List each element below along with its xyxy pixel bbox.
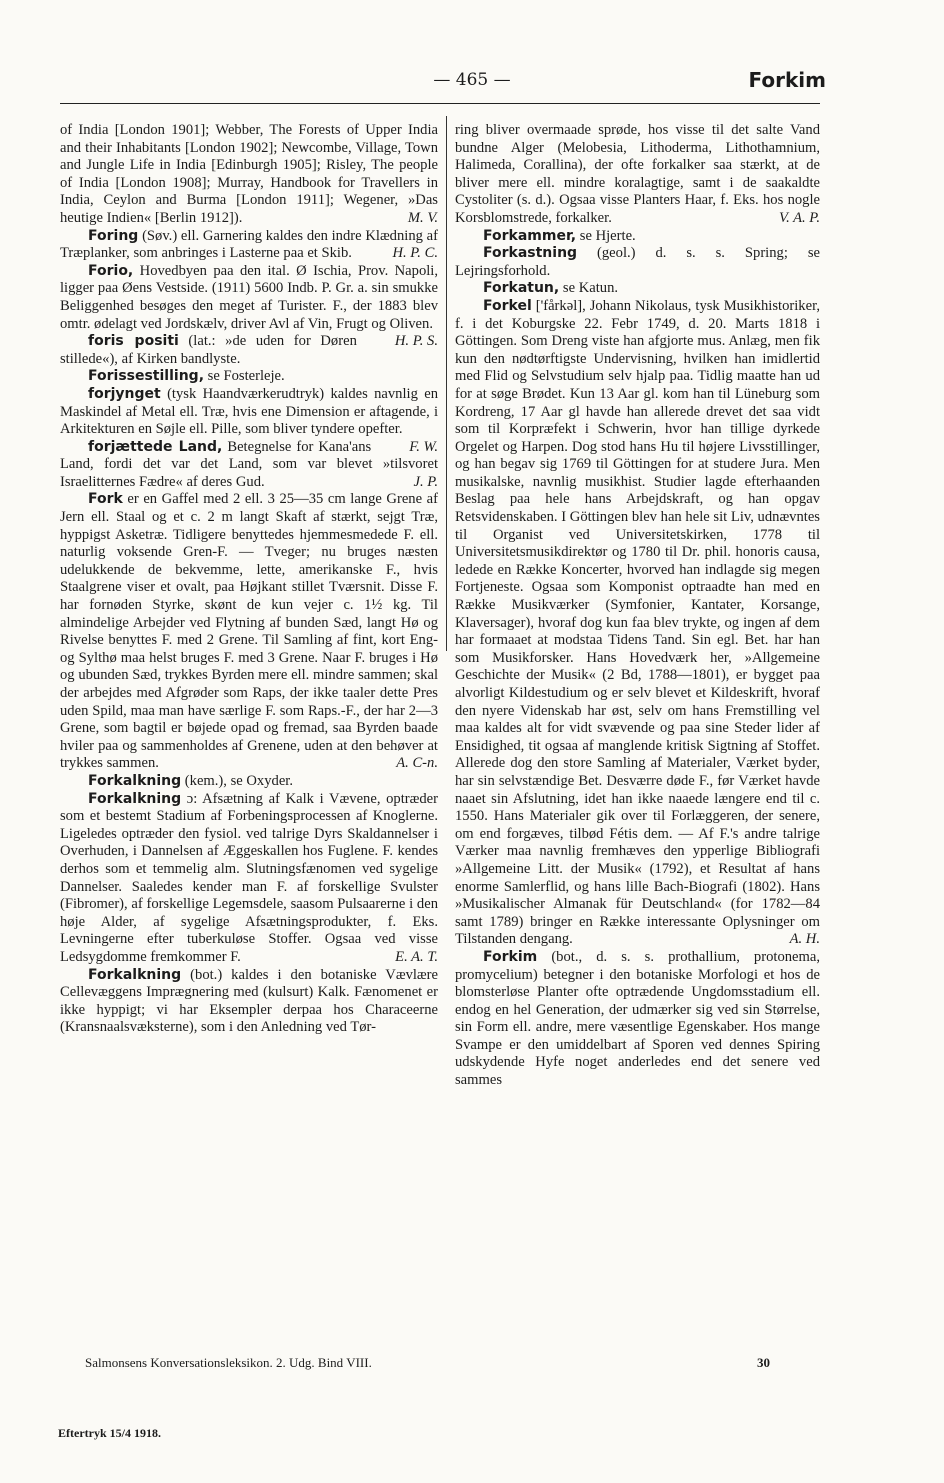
entry-headword: Forkalkning <box>88 772 182 789</box>
author-signature: J. P. <box>413 473 438 490</box>
entry-text: (bot.) kaldes i den botaniske Vævlære Cellevæggens Imprægnering med (kulsurt) Kalk. Fænomenet er ikke hyppigt; vi har Eksempler derpaa hos Characeerne (Kransnaalsvæksterne), som i den Anledning ved Tør- <box>60 966 438 1036</box>
entry-headword: Forkalkning <box>88 966 182 983</box>
author-signature: M. V. <box>407 209 438 226</box>
entry-headword: Foring <box>88 227 139 244</box>
entry-text: (lat.: »de uden for Døren stillede«), af Kirken bandlyste. <box>60 333 357 367</box>
entry-headword: Forkammer, <box>483 227 577 244</box>
entry-forkalkning-bot <box>60 967 438 1037</box>
column-divider <box>446 116 447 651</box>
entry-forkel <box>455 298 820 949</box>
entry-text: (Søv.) ell. Garnering kaldes den indre Klædning af Træplanker, som anbringes i Lasterne paa et Skib. <box>60 227 439 262</box>
entry-headword: Forio, <box>88 262 134 279</box>
entry-forkastning <box>455 245 820 280</box>
entry-text: se Hjerte. <box>579 227 636 244</box>
author-signature: H. P. C. <box>392 245 438 262</box>
entry-text: se Katun. <box>562 280 619 297</box>
entry-text: of India [London 1901]; Webber, The Forests of Upper India and their Inhabitants [London 1902]; Newcombe, Village, Town and Jungle Life in India [Edinburgh 1905]; Risley, The people of India [London 1908]; Murray, Handbook for Travellers in India, Ceylon and Burma [London 1911]; Wegener, »Das heutige Indien« [Berlin 1912]). <box>60 122 438 226</box>
entry-text: se Fosterleje. <box>207 368 285 385</box>
entry-headword: Forkalkning <box>88 790 182 807</box>
entry-text: ['fårkəl], Johann Nikolaus, tysk Musikhistoriker, f. i det Koburgske 22. Febr 1749, d. 20. Marts 1818 i Göttingen. Som Dreng viste han afgjorte mus. Anlæg, men fik kun den nødtørftigste Undervisning, hvilken han imidlertid med Flid og Selvstudium selv hjalp paa. Tidlig maatte han ud for at søge Brødet. Kun 13 Aar gl. kom han til Lüneburg som Kordreng, 17 Aar gl havde han allerede drevet det saa vidt som til Korpræfekt i Schwerin, hvor han tillige dyrkede Orgelet og Harpen. Dog stod hans Hu til højere Livsstillinger, og han begav sig 1769 til Göttingen for at studere Jura. Men musikalske, navnlig musikhist. Studier lagde efterhaanden Beslag paa hele hans Arbejdskraft, og han opgav Retsvidenskaben. I Göttingen blev han hele sit Liv, udnævntes til Organist ved Universitetskirken, 1778 til Universitetsmusikdirektør og 1780 til Dr. phil. honoris causa, ledede en Række Koncerter, hvorved han indlagde sig megen Fortjeneste. Ogsaa som Komponist optraadte han med en Række Musikværker (Symfonier, Kantater, Korsange, Klaversager), hvoraf dog kun faa blev trykte, og ingen af dem har formaaet at modstaa Tidens Tand. Sin egl. Bet. har han som Musikforsker. Hans Hovedværk her, »Allgemeine Geschichte der Musik« (2 Bd, 1788—1801), er bygget paa alvorligt Kildestudium og er selv blevet et Kildeskrift, hvoraf den nyere Videnskab har øst, selv om hans Fremstilling vel maa kaldes alt for vidt svævende og paa sine Steder lider af Ensidighed, tit ogsaa af manglende kritisk Sigtning af Stoffet. Allerede dog den store Samling af Materialer, Værket byder, har sin selvstændige Bet. Desværre døde F., før Værket havde naaet sin Afslutning, idet han ikke naaede længere end til c. 1550. Hans Materialer gik over til Forlæggeren, der senere, om end forgæves, tilbød Fétis dem. — Af F.'s andre talrige Værker maa navnlig fremhæves den ypperlige Bibliografi »Allgemeine Litt. der Musik« (1792), et Resultat af hans enorme Samlerflid, og hans lille Bach-Biografi (1802). Hans »Musikalischer Almanak für Deutschland« (for 1782—84 samt 1789) bringer en Række interessante Oplysninger om Tilstanden dengang. <box>455 297 820 948</box>
entry-text: (geol.) d. s. s. Spring; se Lejringsforhold. <box>455 245 820 279</box>
author-signature: A. H. <box>789 931 820 948</box>
author-signature: E. A. T. <box>395 948 438 965</box>
entry-forkatun <box>455 280 820 298</box>
entry-forkalkning <box>60 791 438 967</box>
entry-headword: Forkim <box>483 948 538 965</box>
right-column <box>455 122 820 1089</box>
author-signature: H. P. S. <box>394 333 438 350</box>
author-signature: A. C-n. <box>396 755 438 772</box>
entry-headword: Forkatun, <box>483 280 560 297</box>
entry-forkammer <box>455 228 820 246</box>
entry-headword: forjynget <box>88 385 161 402</box>
entry-foring <box>60 228 438 263</box>
entry-text: Betegnelse for Kana'ans Land, fordi det var det Land, som var blevet »tilsvoret Israelitternes Fædre« af deres Gud. <box>60 438 438 490</box>
entry-text: ɔ: Afsætning af Kalk i Vævene, optræder som et bestemt Stadium af Forbeningsprocessen af Knoglerne. Ligeledes optræder den fysiol. ved talrige Dyrs Skaldannelser i Overhuden, i Dannelsen af Æggeskallen hos Fuglene. F. kendes derhos som et temmelig alm. Slutningsfænomen ved sygelige Dannelser. Saaledes kender man F. af forskellige Svulster (Fibromer), af forskellige Legemsdele, saasom Pulsaarerne i den høje Alder, af sygelige Afsætningsprodukter, f. Eks. Levningerne efter tuberkuløse Stoffer. Ogsaa ved visse Ledsygdomme fremkommer F. <box>60 790 438 965</box>
publication-footer: Salmonsens Konversationsleksikon. 2. Udg. Bind VIII. <box>85 1355 372 1370</box>
entry-text: Hovedbyen paa den ital. Ø Ischia, Prov. Napoli, ligger paa Øens Vestside. (1911) 5600 Indb. P. Gr. a. sin smukke Beliggenhed besøges den meget af Turister. F., der 1883 blev omtr. ødelagt ved Jordskælv, driver Avl af Vin, Frugt og Oliven. <box>60 262 438 332</box>
entry-forkalkning-kem <box>60 773 438 791</box>
entry-fork <box>60 491 438 773</box>
entry-continuation <box>60 122 438 228</box>
sheet-number: 30 <box>757 1355 770 1370</box>
entry-continuation <box>455 122 820 228</box>
entry-text: (bot., d. s. s. prothallium, protonema, promycelium) betegner i den botaniske Morfologi et hos de blomsterløse Planter ofte optrædende Ungdomsstadium ell. endog en hel Generation, der udmærker sig ved sin Størrelse, sin Form ell. andre, mere væsentlige Egenskaber. Hos mange Svampe er den umiddelbart af Sporen ved dennes Spiring udskydende Hyfe noget anderledes end det senere ved sammes <box>455 948 820 1089</box>
entry-forkim <box>455 949 820 1090</box>
header-rule <box>60 103 820 104</box>
reprint-note: Eftertryk 15/4 1918. <box>58 1426 161 1440</box>
entry-text: (tysk Haandværkerudtryk) kaldes navnlig en Maskindel af Metal ell. Træ, hvis ene Dimension er aftagende, i Arkitekturen en Søjle ell. Pille, som bliver tyndere opefter. <box>60 385 438 438</box>
left-column <box>60 122 439 1036</box>
author-signature: F. W. <box>409 438 438 455</box>
running-head: Forkim <box>748 68 826 92</box>
entry-headword: Forkel <box>483 297 532 314</box>
entry-text: ring bliver overmaade sprøde, hos visse til det salte Vand bundne Alger (Melobesia, Lithoderma, Lithothamnium, Halimeda, Corallina), der ofte forkalker saa stærkt, at de bliver mere ell. mindre koralagtige, samt i de saakaldte Cystoliter (s. d.). Ogsaa visse Planters Haar, f. Eks. hos nogle Korsblomstrede, forkalker. <box>455 122 820 226</box>
author-signature: V. A. P. <box>779 209 820 226</box>
entry-headword: Forissestilling, <box>88 368 205 385</box>
entry-headword: Fork <box>88 491 123 508</box>
entry-text: er en Gaffel med 2 ell. 3 25—35 cm lange Grene af Jern ell. Staal og et c. 2 m langt Skaft af stærkt, sejgt Træ, hyppigst Asketræ. Tidligere benyttedes hjemmesmedede F. ell. naturlig voksende Gren-F. — Tveger; nu bruges næsten udelukkende de bekvemme, lette, amerikanske F., hvis Staalgrene viser et ovalt, paa Højkant stillet Tværsnit. Disse F. har fornøden Styrke, skønt de kun vejer c. 1½ kg. Til almindelige Arbejder ved Flytning af bunden Sæd, langt Hø og Rivelse benyttes F. med 2 Grene. Til Samling af fint, kort Eng- og Sylthø maa helst bruges F. med 3 Grene. Naar F. bruges i Hø og ubunden Sæd, trykkes Byrden mere ell. mindre sammen; skal der arbejdes med Afgrøder som Raps, der ikke taaler dette Pres uden Spild, maa man have særlige F. som Raps.-F., der har 2—3 Grene, som bagtil er bøjede opad og fremad, saa Byrden baade hviler paa og sammenholdes af Grenene, uden at den behøver at trykkes sammen. <box>60 491 438 772</box>
page-number: — 465 — <box>433 70 511 90</box>
entry-forissestilling <box>60 368 438 386</box>
entry-headword: forjættede Land, <box>88 438 223 455</box>
entry-text: (kem.), se Oxyder. <box>184 772 294 789</box>
entry-headword: foris positi <box>88 333 179 350</box>
entry-headword: Forkastning <box>483 245 578 262</box>
